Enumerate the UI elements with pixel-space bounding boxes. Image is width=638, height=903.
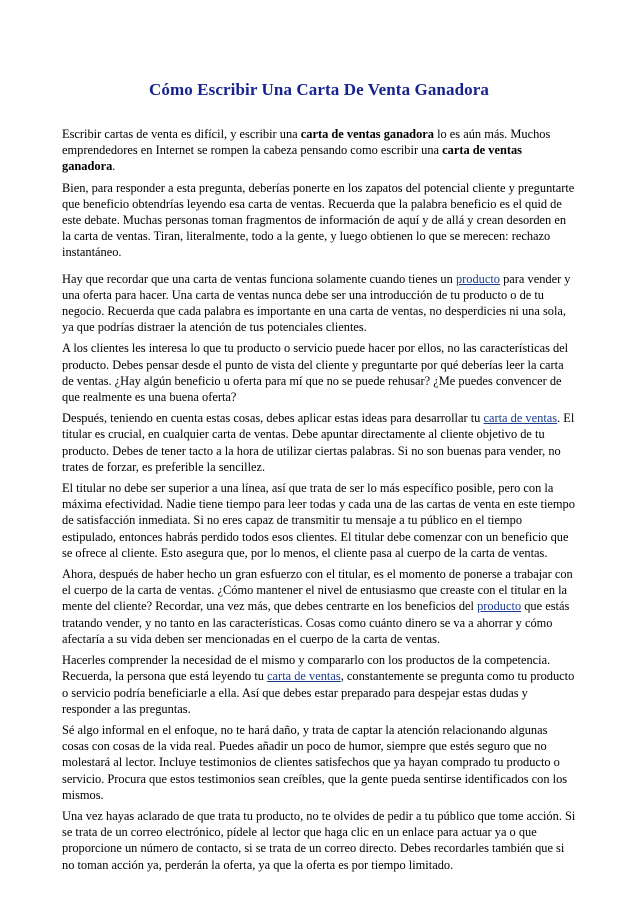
paragraph-9: Sé algo informal en el enfoque, no te hará daño, y trata de captar la atención relacionando algunas cosas con cosas de la vida real. Puedes añadir un poco de humor, siempre que estés seguro que no molestará al lector. Incluye testimonios de clientes satisfechos que ya hayan comprado tu producto o servicio. Procura que estos testimonios sean creíbles, que la gente pueda sentirse identificados con los mismos.: [62, 722, 568, 802]
paragraph-6: El titular no debe ser superior a una línea, así que trata de ser lo más específico posible, pero con la máxima efectividad. Nadie tiene tiempo para leer todas y cada una de las cartas de venta en este tiempo de satisfacción inmediata. Si no eres capaz de transmitir tu mensaje a tu público en el tiempo estipulado, entonces habrás perdido todos esos clientes. El titular debe comenzar con un beneficio que se ofrece al cliente. Esto asegura que, por lo menos, el cliente pasa al cuerpo de la carta de ventas.: [62, 481, 575, 560]
paragraph-text: Después, teniendo en cuenta estas cosas, debes aplicar estas ideas para desarrollar tu: [62, 411, 484, 426]
paragraph-2: Bien, para responder a esta pregunta, deberías ponerte en los zapatos del potencial cliente y preguntarte que beneficio obtendrías leyendo esa carta de ventas. Recuerda que la palabra beneficio es el quid de este debate. Muchas personas toman fragmentos de información de aquí y de allá y crean desorden en la carta de ventas. Tiran, literalmente, todo a la gente, y luego obtienen lo que se merecen: rechazo instantáneo.: [62, 180, 575, 260]
paragraph-text: que estás tratando vender, y no tanto en las características. Cosas como cuánto dinero se va a ahorrar y cómo afectaría a su vida deben ser mencionadas en el cuerpo de la carta de ventas.: [62, 599, 570, 646]
paragraph-text: , constantemente se pregunta como tu producto o servicio podría beneficiarle a ella. Así que debes estar preparado para despejar estas dudas y responder a las preguntas.: [62, 669, 575, 716]
carta-de-ventas-link[interactable]: carta de ventas: [267, 669, 341, 684]
bold-keyword: carta de ventas ganadora: [62, 143, 523, 174]
producto-link[interactable]: producto: [477, 599, 522, 614]
document-title: Cómo Escribir Una Carta De Venta Ganadora: [148, 80, 489, 99]
producto-link[interactable]: producto: [455, 271, 500, 286]
paragraph-text: .: [112, 159, 116, 174]
paragraph-10: Una vez hayas aclarado de que trata tu producto, no te olvides de pedir a tu público que tome acción. Si se trata de un correo electrónico, pídele al lector que haga clic en un enlace para actuar ya o que proporcione un número de contacto, si se trata de un correo directo. Debes recordarles también que si no toman acción ya, perderán la oferta, ya que la oferta es por tiempo limitado.: [62, 808, 576, 872]
paragraph-3: [62, 271, 576, 336]
paragraph-text: . El titular es crucial, en cualquier carta de ventas. Debe apuntar directamente al cliente objetivo de tu producto. Debes de tener tacto a la hora de utilizar ciertas palabras. Si no son buenas para vender, no trates de forzar, es preferible la sencillez.: [62, 411, 575, 474]
paragraph-text: Hacerles comprender la necesidad de el mismo y compararlo con los productos de la competencia. Recuerda, la persona que está leyendo tu: [62, 653, 551, 684]
paragraph-1: [62, 126, 576, 175]
paragraph-text: Escribir cartas de venta es difícil, y escribir una: [62, 127, 301, 141]
paragraph-7: [62, 566, 576, 647]
paragraph-text: lo es aún más. Muchos emprendedores en Internet se rompen la cabeza pensando como escribir una: [62, 127, 551, 158]
carta-de-ventas-link[interactable]: carta de ventas: [483, 411, 558, 426]
paragraph-4: A los clientes les interesa lo que tu producto o servicio puede hacer por ellos, no las características del producto. Debes pensar desde el punto de vista del cliente y preguntarte por qué deberías leer la carta de ventas. ¿Hay algún beneficio u oferta para mí que no se puede rehusar? ¿Me puedes convencer de que realmente es una buena oferta?: [62, 341, 569, 405]
paragraph-text: Ahora, después de haber hecho un gran esfuerzo con el titular, es el momento de ponerse a trabajar con el cuerpo de la carta de ventas. ¿Cómo mantener el nivel de entusiasmo que creaste con el titular en la mente del cliente? Recordar, una vez más, que debes centrarte en los beneficios del: [62, 567, 573, 614]
bold-keyword: carta de ventas ganadora: [300, 127, 434, 141]
paragraph-8: [62, 652, 576, 717]
paragraph-text: para vender y una oferta para hacer. Una carta de ventas nunca debe ser una introducción de tu producto o de tu negocio. Recuerda que cada palabra es importante en una carta de ventas, no desperdicies ni una sola, ya que podrías distraer la atención de tus potenciales clientes.: [62, 271, 571, 335]
paragraph-text: Hay que recordar que una carta de ventas funciona solamente cuando tienes un: [62, 271, 456, 286]
paragraph-5: [62, 410, 576, 475]
